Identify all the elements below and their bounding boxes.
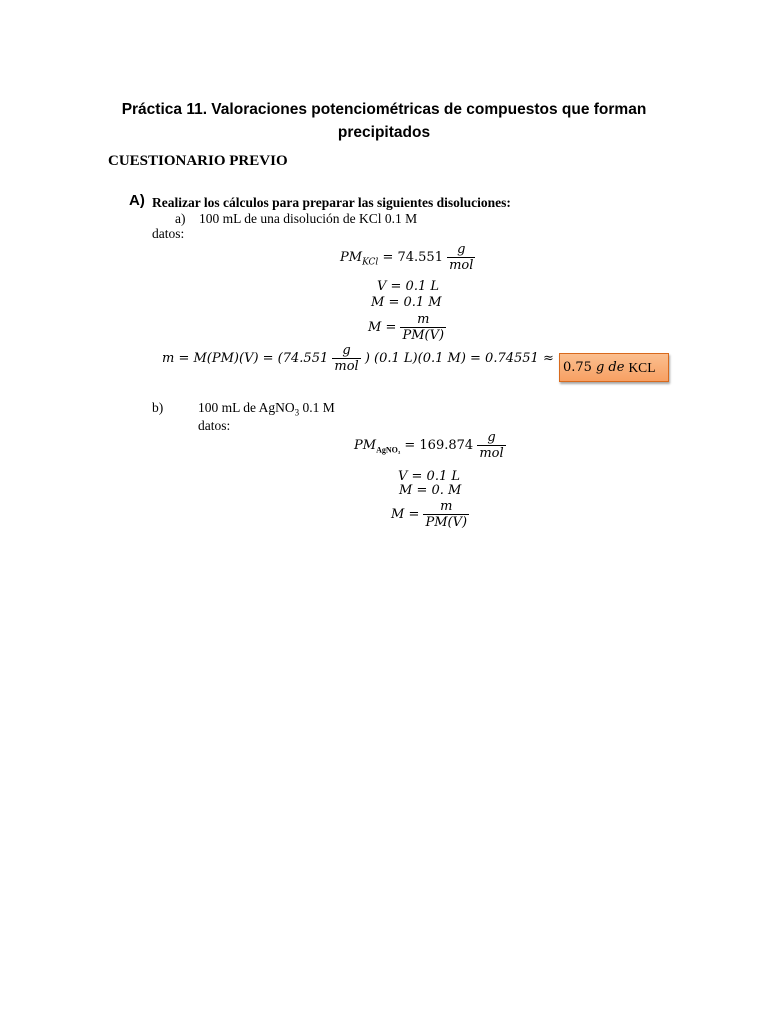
part-b-label: b) xyxy=(152,400,164,415)
part-a-datos: datos: xyxy=(152,226,185,241)
pm-subscript: KCl xyxy=(362,257,379,268)
pm-value: = 169.874 xyxy=(404,438,474,453)
part-a-molarity: M = 0.1 M xyxy=(371,295,442,310)
answer-value: 0.75 xyxy=(563,360,592,375)
part-b-molarity: M = 0. M xyxy=(399,483,462,498)
part-a-calculation: m = M(PM)(V) = (74.551 $\frac{g}{\text{mol}}$ ) (0.1 L)(0.1 M) = 0.74551 ≈ xyxy=(162,343,554,374)
part-b-pm-equation xyxy=(354,430,506,461)
part-a-volume: V = 0.1 L xyxy=(377,279,439,294)
answer-highlight-box xyxy=(559,353,669,382)
formula-fraction: $\frac{m}{PM(V)}$ xyxy=(402,312,445,343)
pm-symbol: PM xyxy=(354,438,377,453)
part-b-datos: datos: xyxy=(198,418,231,433)
unit-fraction: $\frac{g}{\text{mol}}$ xyxy=(449,242,474,273)
question-text: Realizar los cálculos para preparar las siguientes disoluciones: xyxy=(152,195,511,210)
pm-subscript: AgNO₃ xyxy=(376,445,401,455)
formula-fraction: $\frac{m}{PM(V)}$ xyxy=(425,499,468,530)
page-title-line2: precipitados xyxy=(337,124,431,141)
pm-symbol: PM xyxy=(340,250,363,265)
question-letter: A) xyxy=(129,192,145,209)
section-heading: CUESTIONARIO PREVIO xyxy=(108,153,288,169)
page-title: Práctica 11. Valoraciones potenciométricas de compuestos que forman xyxy=(121,101,647,118)
part-a-pm-equation xyxy=(340,242,475,273)
part-a-text: 100 mL de una disolución de KCl 0.1 M xyxy=(199,211,418,226)
unit-fraction: $\frac{g}{\text{mol}}$ xyxy=(479,430,504,461)
answer-unit: g de xyxy=(595,360,625,375)
part-b-volume: V = 0.1 L xyxy=(398,469,460,484)
part-b-text: 100 mL de AgNO$_3$ 0.1 M xyxy=(198,400,335,418)
part-a-formula: M = $\frac{m}{PM(V)}$ xyxy=(368,312,445,343)
pm-value: = 74.551 xyxy=(382,250,443,265)
calc-unit-fraction: $\frac{g}{\text{mol}}$ xyxy=(334,343,359,374)
answer-substance: KCL xyxy=(628,359,656,375)
part-b-formula: M = $\frac{m}{PM(V)}$ xyxy=(391,499,468,530)
part-a-label: a) xyxy=(175,211,186,226)
